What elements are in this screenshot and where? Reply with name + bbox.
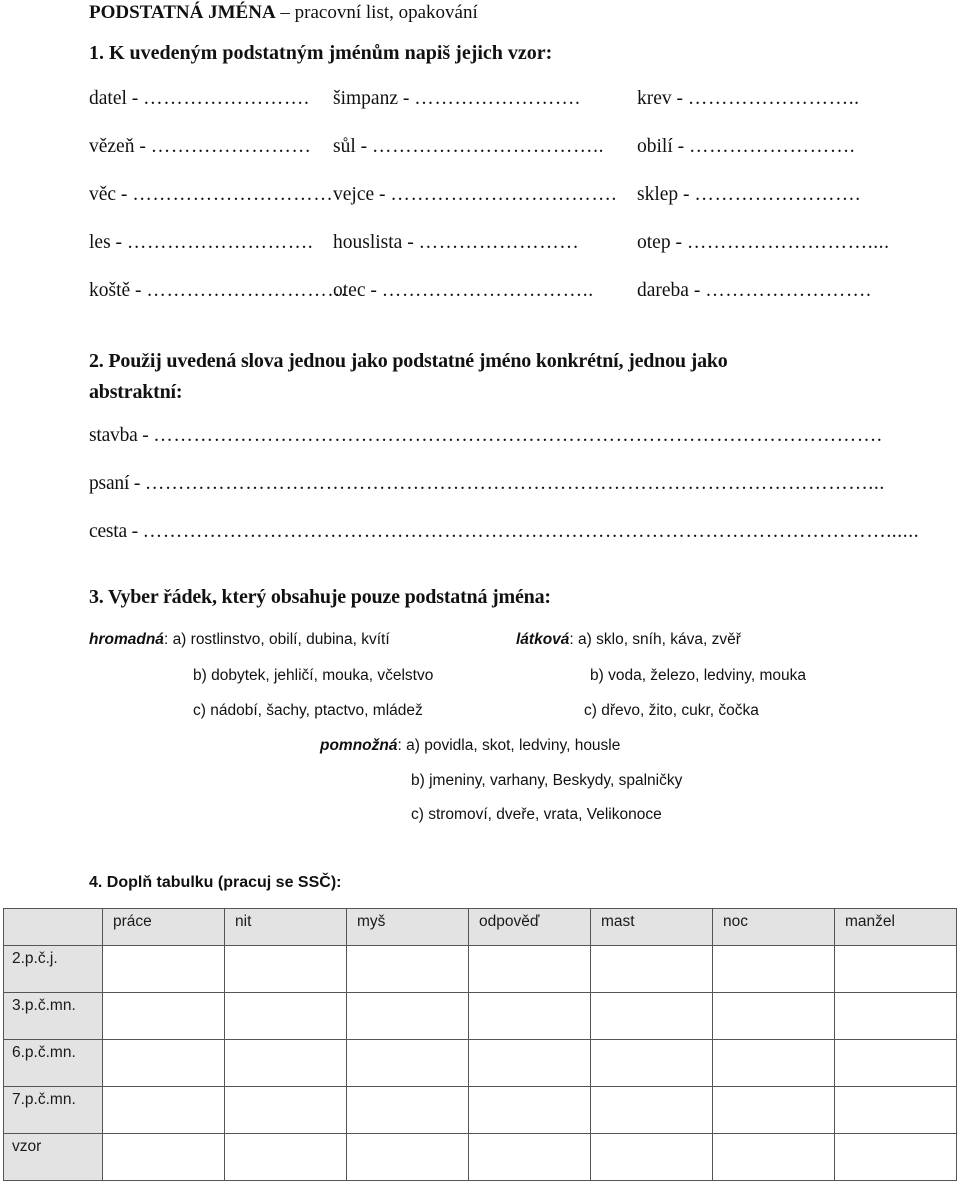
pomnozna-option-c[interactable]: c) stromoví, dveře, vrata, Velikonoce bbox=[411, 806, 662, 823]
title-subtitle: – pracovní list, opakování bbox=[275, 2, 478, 23]
column-header: práce bbox=[103, 909, 225, 946]
answer-cell[interactable] bbox=[469, 1134, 591, 1181]
exercise1-item[interactable] bbox=[637, 232, 890, 254]
item-word: obilí - bbox=[637, 136, 689, 157]
item-word: sůl - bbox=[333, 136, 372, 157]
exercise1-item[interactable] bbox=[333, 280, 594, 302]
column-header: myš bbox=[347, 909, 469, 946]
option-text: a) povidla, skot, ledviny, housle bbox=[406, 737, 621, 754]
hromadna-option-a[interactable] bbox=[89, 631, 390, 649]
hromadna-label: hromadná bbox=[89, 631, 164, 648]
answer-cell[interactable] bbox=[835, 946, 957, 993]
item-word: sklep - bbox=[637, 184, 695, 205]
answer-cell[interactable] bbox=[103, 993, 225, 1040]
row-label: 7.p.č.mn. bbox=[4, 1087, 103, 1134]
hromadna-option-b[interactable]: b) dobytek, jehličí, mouka, včelstvo bbox=[193, 667, 434, 684]
hromadna-option-c[interactable]: c) nádobí, šachy, ptactvo, mládež bbox=[193, 702, 423, 719]
exercise2-heading-line1: 2. Použij uvedená slova jednou jako podstatné jméno konkrétní, jednou jako bbox=[89, 350, 728, 372]
answer-cell[interactable] bbox=[103, 1134, 225, 1181]
option-text: a) sklo, sníh, káva, zvěř bbox=[578, 631, 741, 648]
item-word: vejce - bbox=[333, 184, 391, 205]
title-bold: PODSTATNÁ JMÉNA bbox=[89, 2, 276, 23]
table-row bbox=[4, 946, 957, 993]
answer-cell[interactable] bbox=[225, 1134, 347, 1181]
item-word: šimpanz - bbox=[333, 88, 415, 109]
answer-cell[interactable] bbox=[835, 1134, 957, 1181]
latkova-option-a[interactable] bbox=[516, 631, 741, 649]
answer-blank[interactable]: …………………… bbox=[418, 232, 580, 253]
answer-cell[interactable] bbox=[713, 993, 835, 1040]
item-word: les - bbox=[89, 232, 127, 253]
page-title bbox=[89, 2, 478, 24]
exercise1-item[interactable] bbox=[89, 232, 313, 254]
answer-cell[interactable] bbox=[469, 1087, 591, 1134]
exercise1-item[interactable] bbox=[89, 184, 333, 206]
exercise3-heading: 3. Vyber řádek, který obsahuje pouze podstatná jména: bbox=[89, 586, 551, 608]
answer-cell[interactable] bbox=[469, 1040, 591, 1087]
latkova-label: látková bbox=[516, 631, 570, 648]
answer-cell[interactable] bbox=[835, 993, 957, 1040]
row-label: 3.p.č.mn. bbox=[4, 993, 103, 1040]
answer-cell[interactable] bbox=[591, 1134, 713, 1181]
pomnozna-option-a[interactable] bbox=[320, 737, 620, 755]
item-word: cesta - bbox=[89, 521, 143, 542]
answer-cell[interactable] bbox=[225, 1040, 347, 1087]
table-row bbox=[4, 993, 957, 1040]
row-label: vzor bbox=[4, 1134, 103, 1181]
row-label: 6.p.č.mn. bbox=[4, 1040, 103, 1087]
exercise2-item-cesta[interactable] bbox=[89, 521, 919, 543]
answer-blank[interactable]: ………………………………………………………………………………………………. bbox=[153, 425, 883, 446]
exercise2-heading-line2: abstraktní: bbox=[89, 381, 183, 403]
answer-blank[interactable]: …………………….. bbox=[687, 88, 860, 109]
answer-cell[interactable] bbox=[713, 1087, 835, 1134]
answer-cell[interactable] bbox=[347, 993, 469, 1040]
exercise2-item-stavba[interactable] bbox=[89, 425, 882, 447]
answer-cell[interactable] bbox=[591, 1040, 713, 1087]
answer-cell[interactable] bbox=[835, 1040, 957, 1087]
latkova-option-b[interactable]: b) voda, železo, ledviny, mouka bbox=[590, 667, 806, 684]
answer-cell[interactable] bbox=[591, 993, 713, 1040]
item-word: datel - bbox=[89, 88, 144, 109]
answer-cell[interactable] bbox=[225, 993, 347, 1040]
item-word: vězeň - bbox=[89, 136, 151, 157]
answer-blank[interactable]: ………………………………………………………………………………………………... bbox=[144, 473, 885, 494]
exercise1-heading: 1. K uvedeným podstatným jménům napiš jejich vzor: bbox=[89, 42, 553, 64]
option-text: a) rostlinstvo, obilí, dubina, kvítí bbox=[172, 631, 390, 648]
item-word: psaní - bbox=[89, 473, 145, 494]
column-header: manžel bbox=[835, 909, 957, 946]
item-word: otec - bbox=[333, 280, 382, 301]
table-header-row bbox=[4, 909, 957, 946]
declension-table bbox=[3, 908, 957, 1181]
exercise4-heading: 4. Doplň tabulku (pracuj se SSČ): bbox=[89, 874, 342, 891]
table-corner-cell bbox=[4, 909, 103, 946]
column-header: noc bbox=[713, 909, 835, 946]
item-word: koště - bbox=[89, 280, 147, 301]
row-label: 2.p.č.j. bbox=[4, 946, 103, 993]
colon: : bbox=[397, 737, 407, 754]
answer-cell[interactable] bbox=[347, 946, 469, 993]
answer-cell[interactable] bbox=[225, 1087, 347, 1134]
answer-blank[interactable]: ……………………. bbox=[705, 280, 872, 301]
item-word: otep - bbox=[637, 232, 687, 253]
exercise2-item-psani[interactable] bbox=[89, 473, 885, 495]
column-header: nit bbox=[225, 909, 347, 946]
answer-cell[interactable] bbox=[103, 946, 225, 993]
answer-blank[interactable]: …………………………….. bbox=[372, 136, 605, 157]
exercise1-item[interactable] bbox=[637, 184, 861, 206]
exercise1-item[interactable] bbox=[637, 280, 871, 302]
item-word: věc - bbox=[89, 184, 133, 205]
column-header: mast bbox=[591, 909, 713, 946]
answer-blank[interactable]: ………………………. bbox=[126, 232, 314, 253]
answer-cell[interactable] bbox=[469, 993, 591, 1040]
answer-cell[interactable] bbox=[591, 946, 713, 993]
latkova-option-c[interactable]: c) dřevo, žito, cukr, čočka bbox=[584, 702, 759, 719]
exercise1-item[interactable] bbox=[89, 280, 347, 302]
table-row bbox=[4, 1134, 957, 1181]
answer-cell[interactable] bbox=[347, 1087, 469, 1134]
exercise1-item[interactable] bbox=[637, 88, 860, 110]
item-word: stavba - bbox=[89, 425, 154, 446]
item-word: krev - bbox=[637, 88, 688, 109]
answer-cell[interactable] bbox=[103, 1087, 225, 1134]
exercise1-item[interactable] bbox=[89, 136, 312, 158]
answer-cell[interactable] bbox=[591, 1087, 713, 1134]
answer-cell[interactable] bbox=[103, 1040, 225, 1087]
answer-blank[interactable]: ……………………….... bbox=[686, 232, 890, 253]
answer-cell[interactable] bbox=[713, 1040, 835, 1087]
answer-blank[interactable]: ………………………….. bbox=[381, 280, 594, 301]
answer-cell[interactable] bbox=[347, 1134, 469, 1181]
pomnozna-option-b[interactable]: b) jmeniny, varhany, Beskydy, spalničky bbox=[411, 772, 683, 789]
answer-cell[interactable] bbox=[713, 946, 835, 993]
pomnozna-label: pomnožná bbox=[320, 737, 398, 754]
column-header: odpověď bbox=[469, 909, 591, 946]
exercise1-item[interactable] bbox=[637, 136, 855, 158]
table-row bbox=[4, 1040, 957, 1087]
answer-blank[interactable]: ……………………. bbox=[689, 136, 856, 157]
exercise1-item[interactable] bbox=[333, 232, 579, 254]
item-word: houslista - bbox=[333, 232, 419, 253]
colon: : bbox=[569, 631, 579, 648]
table-row bbox=[4, 1087, 957, 1134]
answer-blank[interactable]: …………………………………………………………………………………………………...... bbox=[142, 521, 920, 542]
answer-blank[interactable]: ……………………. bbox=[694, 184, 861, 205]
exercise1-item[interactable] bbox=[89, 88, 309, 110]
answer-cell[interactable] bbox=[713, 1134, 835, 1181]
exercise1-item[interactable] bbox=[333, 184, 617, 206]
answer-blank[interactable]: ……………………………. bbox=[390, 184, 617, 205]
exercise1-item[interactable] bbox=[333, 88, 581, 110]
item-word: dareba - bbox=[637, 280, 706, 301]
answer-cell[interactable] bbox=[469, 946, 591, 993]
answer-cell[interactable] bbox=[835, 1087, 957, 1134]
answer-cell[interactable] bbox=[347, 1040, 469, 1087]
answer-blank[interactable]: ……………………. bbox=[414, 88, 581, 109]
exercise1-item[interactable] bbox=[333, 136, 604, 158]
answer-blank[interactable]: ………………………… bbox=[132, 184, 334, 205]
answer-blank[interactable]: ……………………. bbox=[143, 88, 310, 109]
answer-blank[interactable]: …………………… bbox=[150, 136, 312, 157]
colon: : bbox=[163, 631, 173, 648]
answer-cell[interactable] bbox=[225, 946, 347, 993]
answer-blank[interactable]: ………………………… bbox=[146, 280, 348, 301]
